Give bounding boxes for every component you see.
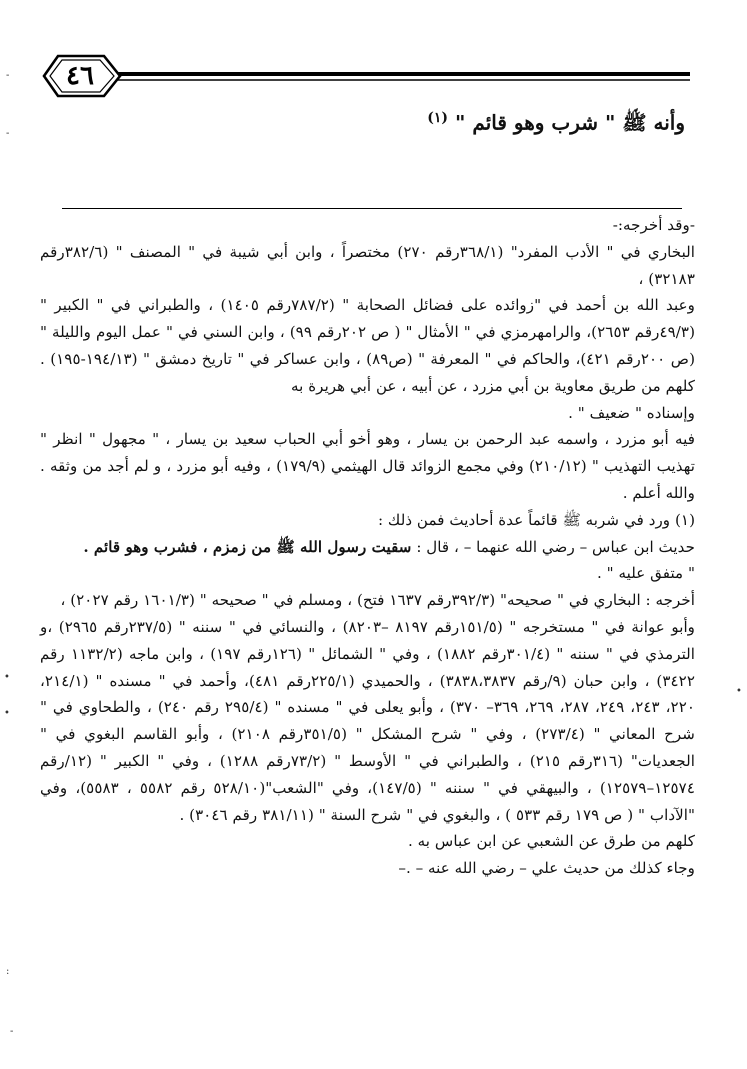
paragraph: وأبو عوانة في " مستخرجه " (١٥١/٥رقم ٨١٩٧ –٨٢٠٣) ، والنسائي في " سننه " (٢٣٧/٥رقم ٢٩٦٥) ،و الترمذي في " سننه " (٣٠١/٤رقم ١٨٨٢) ، وفي " الشمائل " (١٢٦رقم ١٩٧) ، وابن ماجه (١١٣٢/٢ رقم ٣٤٢٢) ، وابن حبان (٩/رقم ٣٨٣٨،٣٨٣٧) ، والحميدي (٢٢٥/١رقم ٤٨١)، وأحمد في " مسنده " (٢١٤/١، ٢٢٠، ٢٤٣، ٢٤٩، ٢٨٧، ٢٦٩، ٣٦٩– ٣٧٠) ، وأبو يعلى في " مسنده " (٢٩٥/٤ رقم ٢٤٠) ، والطحاوي في " شرح المعاني " (٢٧٣/٤) ، وفي " شرح المشكل " (٣٥١/٥رقم ٢١٠٨) ، وأبو القاسم البغوي في " الجعديات" (٣١٦رقم ٢١٥) ، والطبراني في " الأوسط " (٧٣/٢رقم ١٢٨٨) ، وفي " الكبير " (١٢/رقم ١٢٥٧٤–١٢٥٧٩) ، والبيهقي في " سننه " (١٤٧/٥)، وفي "الشعب"(٥٢٨/١٠ رقم ٥٥٨٢ ، ٥٥٨٣)، وفي "الآداب " ( ص ١٧٩ رقم ٥٣٣ ) ، والبغوي في " شرح السنة " (٣٨١/١١ رقم ٣٠٤٦) . bbox=[40, 617, 696, 824]
header-ornament bbox=[0, 0, 747, 110]
paragraph: فيه أبو مزرد ، واسمه عبد الرحمن بن يسار ، وهو أخو أبي الحباب سعيد بن يسار ، " مجهول " انظر " تهذيب التهذيب " (٢١٠/١٢) وفي مجمع الزوائد قال الهيثمي (١٧٩/٩) ، وفيه أبو مزرد ، و لم أجد من وثقه . والله أعلم . bbox=[40, 430, 695, 502]
scan-mark: : bbox=[6, 966, 10, 977]
hadith-paragraph bbox=[40, 534, 695, 561]
scan-mark: • bbox=[4, 672, 10, 683]
hadith-intro: حديث ابن عباس – رضي الله عنهما – ، قال : bbox=[416, 537, 695, 556]
hadith-grading: " متفق عليه " . bbox=[597, 564, 695, 583]
paragraph: البخاري في " الأدب المفرد" (٣٦٨/١رقم ٢٧٠) مختصراً ، وابن أبي شيبة في " المصنف " (٣٨٢/٦رقم ٣٢١٨٣) ، bbox=[40, 242, 696, 288]
paragraph: وإسناده " ضعيف " . bbox=[568, 403, 695, 422]
paragraph: وعبد الله بن أحمد في "زوائده على فضائل الصحابة " (٧٨٧/٢رقم ١٤٠٥) ، والطبراني في " الكبير " (٤٩/٣رقم ٢٦٥٣)، والرامهرمزي في " الأمثال " ( ص ٢٠٢رقم ٩٩) ، وابن السني في " عمل اليوم والليلة " (ص ٢٠٠رقم ٤٢١)، والحاكم في " المعرفة " (ص٨٩) ، وابن عساكر في " تاريخ دمشق " (١٩٤/١٣-١٩٥) . كلهم من طريق معاوية بن أبي مزرد ، عن أبيه ، عن أبي هريرة به bbox=[40, 296, 695, 395]
scan-mark: - bbox=[6, 70, 10, 81]
footnote-separator bbox=[62, 208, 682, 209]
paragraph: وجاء كذلك من حديث علي – رضي الله عنه – .– bbox=[398, 859, 695, 878]
page-header bbox=[0, 0, 747, 110]
paragraph: كلهم من طرق عن الشعبي عن ابن عباس به . bbox=[408, 832, 695, 851]
scan-mark: - bbox=[6, 128, 10, 139]
footnote-marker: (١) bbox=[427, 110, 449, 126]
paragraph: -وقد أخرجه:- bbox=[612, 216, 695, 234]
section-heading bbox=[427, 110, 685, 140]
scan-mark: • bbox=[736, 686, 742, 697]
scan-mark: • bbox=[4, 708, 10, 719]
hadith-text: سقيت رسول الله ﷺ من زمزم ، فشرب وهو قائم . bbox=[83, 537, 412, 556]
heading-text: وأنه ﷺ " شرب وهو قائم " bbox=[455, 110, 685, 135]
paragraph: (١) ورد في شربه ﷺ قائماً عدة أحاديث فمن ذلك : bbox=[377, 510, 695, 529]
footnote-body bbox=[40, 212, 695, 882]
page-number: ٤٦ bbox=[66, 61, 94, 91]
scan-mark: - bbox=[10, 1026, 14, 1037]
paragraph: أخرجه : البخاري في " صحيحه" (٣٩٢/٣رقم ١٦٣٧ فتح) ، ومسلم في " صحيحه " (١٦٠١/٣ رقم ٢٠٢٧) ، bbox=[60, 591, 695, 610]
